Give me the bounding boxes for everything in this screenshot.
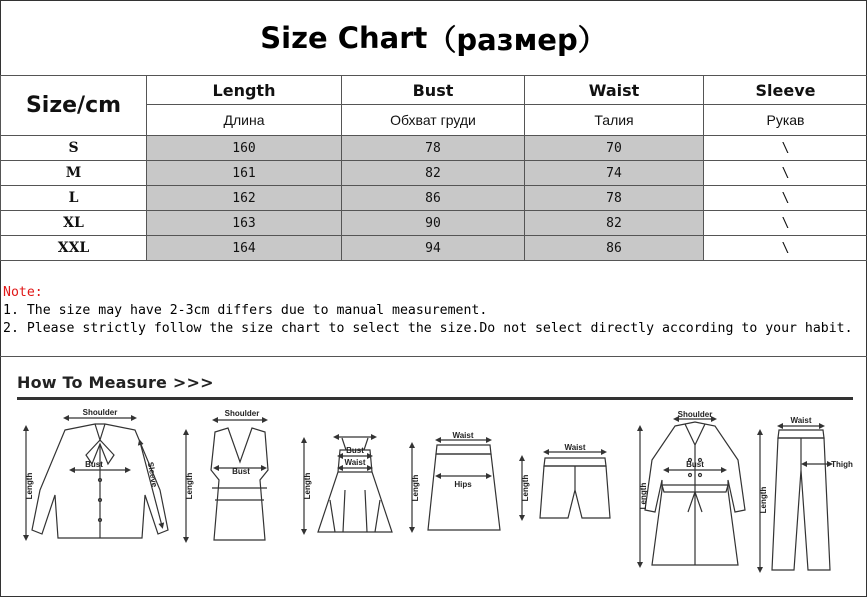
size-cell: XXL [1,236,147,261]
label-waist: Waist [790,416,812,425]
label-length: Length [185,472,194,500]
size-cell: L [1,186,147,211]
measurement-illustrations [0,400,867,595]
bust-cell: 94 [342,236,525,261]
label-length: Length [521,474,530,502]
label-bust: Bust [346,446,364,455]
label-sleeve: Sleeve [145,461,160,488]
waist-cell: 78 [525,186,704,211]
note-label: Note: [3,285,43,300]
bust-cell: 86 [342,186,525,211]
table-row [1,236,867,261]
sleeve-cell: \ [704,211,867,236]
size-cell: M [1,161,147,186]
size-header: Size/cm [1,76,147,136]
label-waist: Waist [344,458,366,467]
table-row [1,186,867,211]
bust-cell: 78 [342,136,525,161]
bust-cell: 90 [342,211,525,236]
label-bust: Bust [85,460,103,469]
waist-cell: 70 [525,136,704,161]
length-cell: 161 [147,161,342,186]
trousers-illustration [760,426,830,570]
waist-cell: 82 [525,211,704,236]
header-waist-ru: Талия [525,105,704,136]
label-waist: Waist [564,443,586,452]
waist-cell: 74 [525,161,704,186]
header-sleeve-ru: Рукав [704,105,867,136]
header-bust: Bust [342,76,525,105]
title-russian: （размер） [427,22,607,57]
length-cell: 164 [147,236,342,261]
tank-top-illustration [186,420,268,540]
size-cell: XL [1,211,147,236]
sleeve-cell: \ [704,236,867,261]
how-to-measure-title: How To Measure >>> [17,373,214,392]
label-shoulder: Shoulder [677,410,713,419]
section-divider [0,356,867,357]
label-length: Length [303,472,312,500]
label-bust: Bust [232,467,250,476]
sleeve-cell: \ [704,136,867,161]
notes-section [3,284,853,338]
header-length-ru: Длина [147,105,342,136]
length-cell: 162 [147,186,342,211]
label-bust: Bust [686,460,704,469]
label-shoulder: Shoulder [224,409,260,418]
label-waist: Waist [452,431,474,440]
label-length: Length [25,472,34,500]
table-row [1,136,867,161]
sleeve-cell: \ [704,186,867,211]
header-bust-ru: Обхват груди [342,105,525,136]
coat-illustration [640,419,745,565]
label-length: Length [411,474,420,502]
page-title [0,0,867,76]
table-row [1,211,867,236]
length-cell: 163 [147,211,342,236]
header-length: Length [147,76,342,105]
label-length: Length [639,482,648,510]
size-cell: S [1,136,147,161]
label-shoulder: Shoulder [82,408,118,417]
bust-cell: 82 [342,161,525,186]
header-sleeve: Sleeve [704,76,867,105]
note-line-1: 1. The size may have 2-3cm differs due to manual measurement. [3,303,488,318]
blouse-illustration [26,418,168,538]
label-thigh: Thigh [831,460,853,469]
header-waist: Waist [525,76,704,105]
waist-cell: 86 [525,236,704,261]
size-table [0,75,867,261]
label-length: Length [759,486,768,514]
table-row [1,161,867,186]
sleeve-cell: \ [704,161,867,186]
note-line-2: 2. Please strictly follow the size chart to select the size.Do not select directly according to your habit. [3,321,853,336]
title-main: Size Chart [260,21,428,55]
label-hips: Hips [454,480,472,489]
shorts-illustration [522,452,610,518]
length-cell: 160 [147,136,342,161]
